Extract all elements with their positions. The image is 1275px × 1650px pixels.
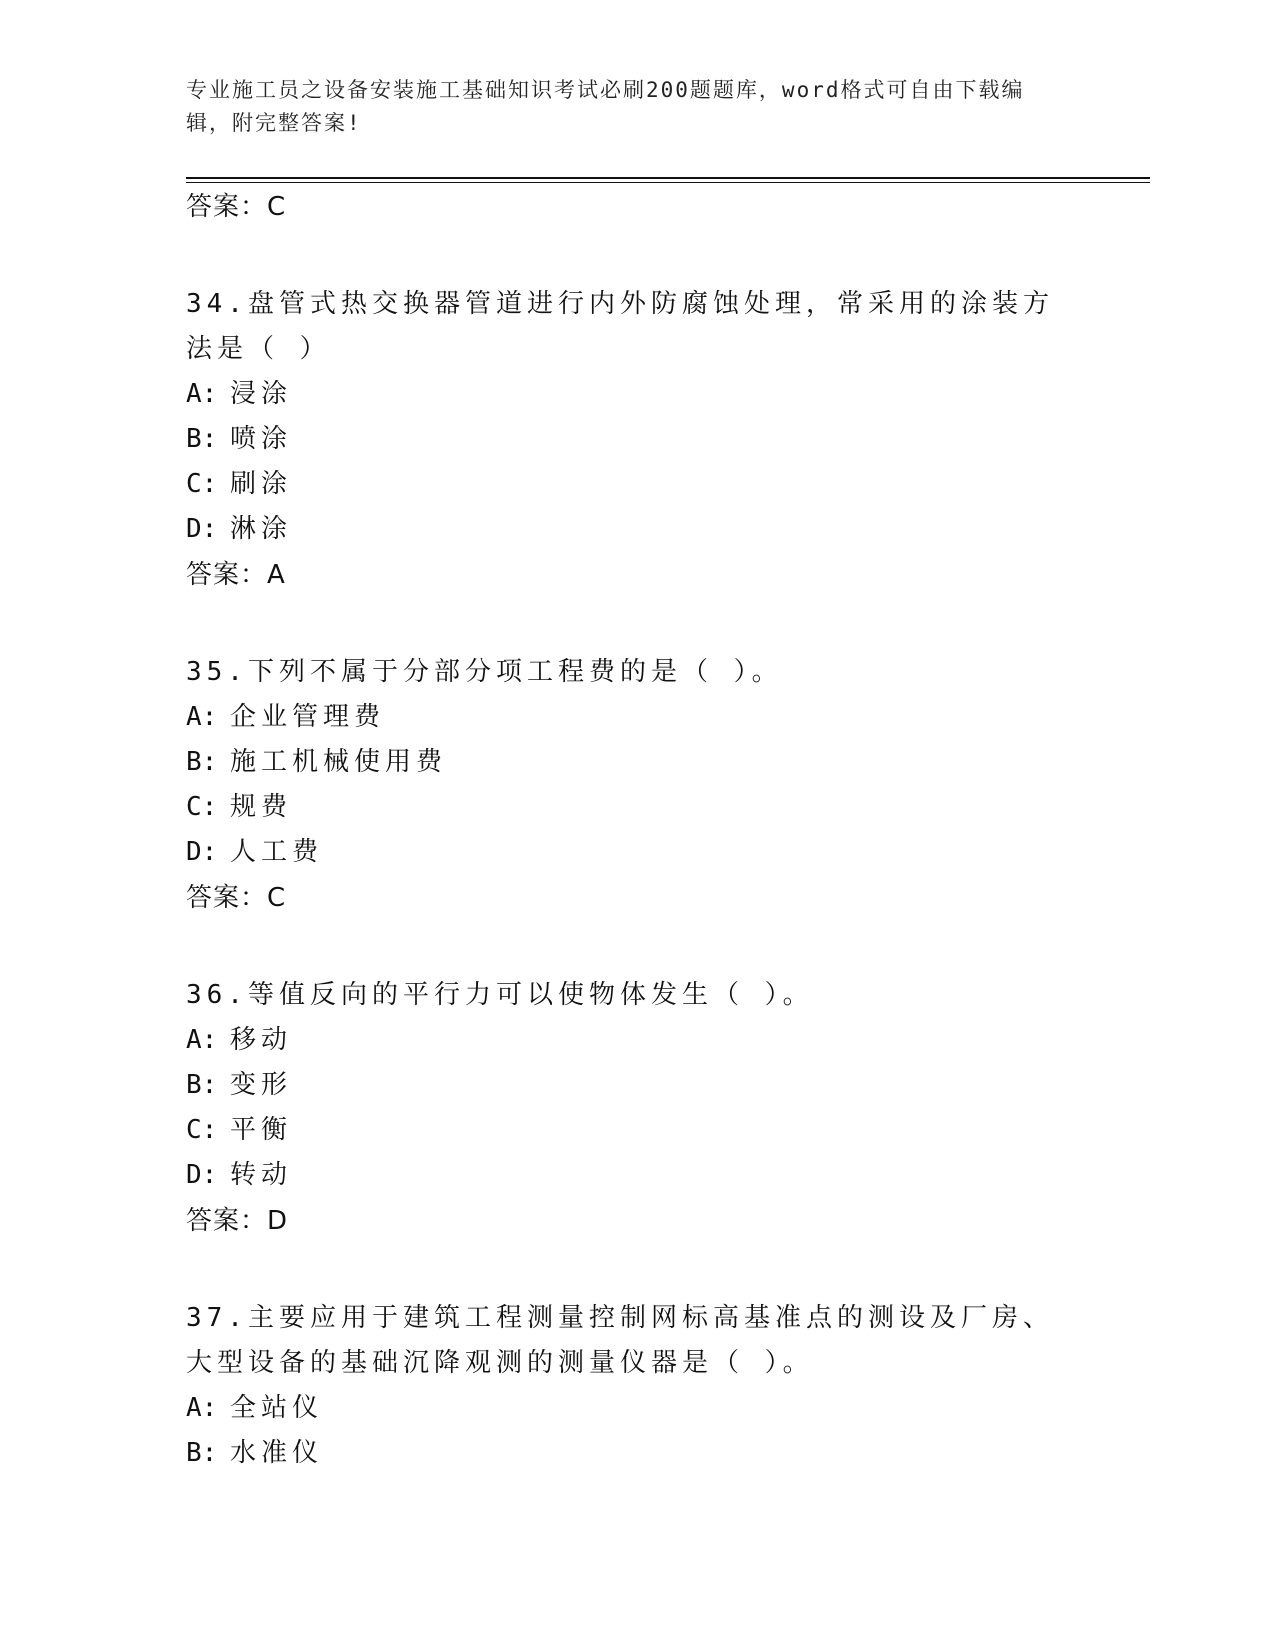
option-text: 变形 xyxy=(230,1070,293,1100)
question-37-option-b xyxy=(186,1431,1086,1476)
option-letter: A: xyxy=(186,1393,218,1423)
option-text: 人工费 xyxy=(230,837,324,867)
question-35-stem: 35.下列不属于分部分项工程费的是（ ）。 xyxy=(186,657,783,687)
option-text: 转动 xyxy=(230,1160,293,1190)
question-34-option-c xyxy=(186,462,1086,507)
option-text: 水准仪 xyxy=(230,1438,324,1468)
option-letter: C: xyxy=(186,792,218,822)
option-letter: D: xyxy=(186,1160,218,1190)
question-37-option-a xyxy=(186,1386,1086,1431)
option-text: 企业管理费 xyxy=(230,702,386,732)
option-text: 全站仪 xyxy=(230,1393,324,1423)
option-letter: B: xyxy=(186,1070,218,1100)
option-text: 喷涂 xyxy=(230,424,293,454)
option-letter: C: xyxy=(186,1115,218,1145)
option-letter: D: xyxy=(186,837,218,867)
option-letter: D: xyxy=(186,514,218,544)
option-letter: C: xyxy=(186,469,218,499)
question-35-option-c xyxy=(186,785,1086,830)
question-36-option-a xyxy=(186,1018,1086,1063)
header-divider xyxy=(186,177,1150,179)
option-letter: A: xyxy=(186,379,218,409)
document-header: 专业施工员之设备安装施工基础知识考试必刷200题题库，word格式可自由下载编辑，附完整答案! xyxy=(186,78,1025,135)
answer-36: 答案：D xyxy=(186,1206,289,1236)
answer-35: 答案：C xyxy=(186,883,287,913)
question-36-option-d xyxy=(186,1153,1086,1198)
question-35-option-d xyxy=(186,830,1086,875)
question-35-option-a xyxy=(186,695,1086,740)
question-35-option-b xyxy=(186,740,1086,785)
question-34-stem: 34.盘管式热交换器管道进行内外防腐蚀处理，常采用的涂装方法是（ ） xyxy=(186,289,1054,364)
option-letter: B: xyxy=(186,747,218,777)
option-letter: B: xyxy=(186,1438,218,1468)
question-36-option-c xyxy=(186,1108,1086,1153)
option-text: 淋涂 xyxy=(230,514,293,544)
option-text: 规费 xyxy=(230,792,293,822)
question-list xyxy=(186,190,1086,1476)
option-letter: B: xyxy=(186,424,218,454)
option-text: 浸涂 xyxy=(230,379,293,409)
question-36-option-b xyxy=(186,1063,1086,1108)
question-34-option-b xyxy=(186,417,1086,462)
option-text: 移动 xyxy=(230,1025,293,1055)
question-36-stem: 36.等值反向的平行力可以使物体发生（ ）。 xyxy=(186,980,814,1010)
question-37-stem: 37.主要应用于建筑工程测量控制网标高基准点的测设及厂房、大型设备的基础沉降观测的测量仪器是（ ）。 xyxy=(186,1303,1054,1378)
option-text: 平衡 xyxy=(230,1115,293,1145)
question-34-option-d xyxy=(186,507,1086,552)
option-text: 施工机械使用费 xyxy=(230,747,448,777)
option-letter: A: xyxy=(186,1025,218,1055)
answer-33: 答案：C xyxy=(186,192,287,222)
question-34-option-a xyxy=(186,372,1086,417)
option-letter: A: xyxy=(186,702,218,732)
option-text: 刷涂 xyxy=(230,469,293,499)
answer-34: 答案：A xyxy=(186,560,286,590)
header-divider-thin xyxy=(186,182,1150,183)
